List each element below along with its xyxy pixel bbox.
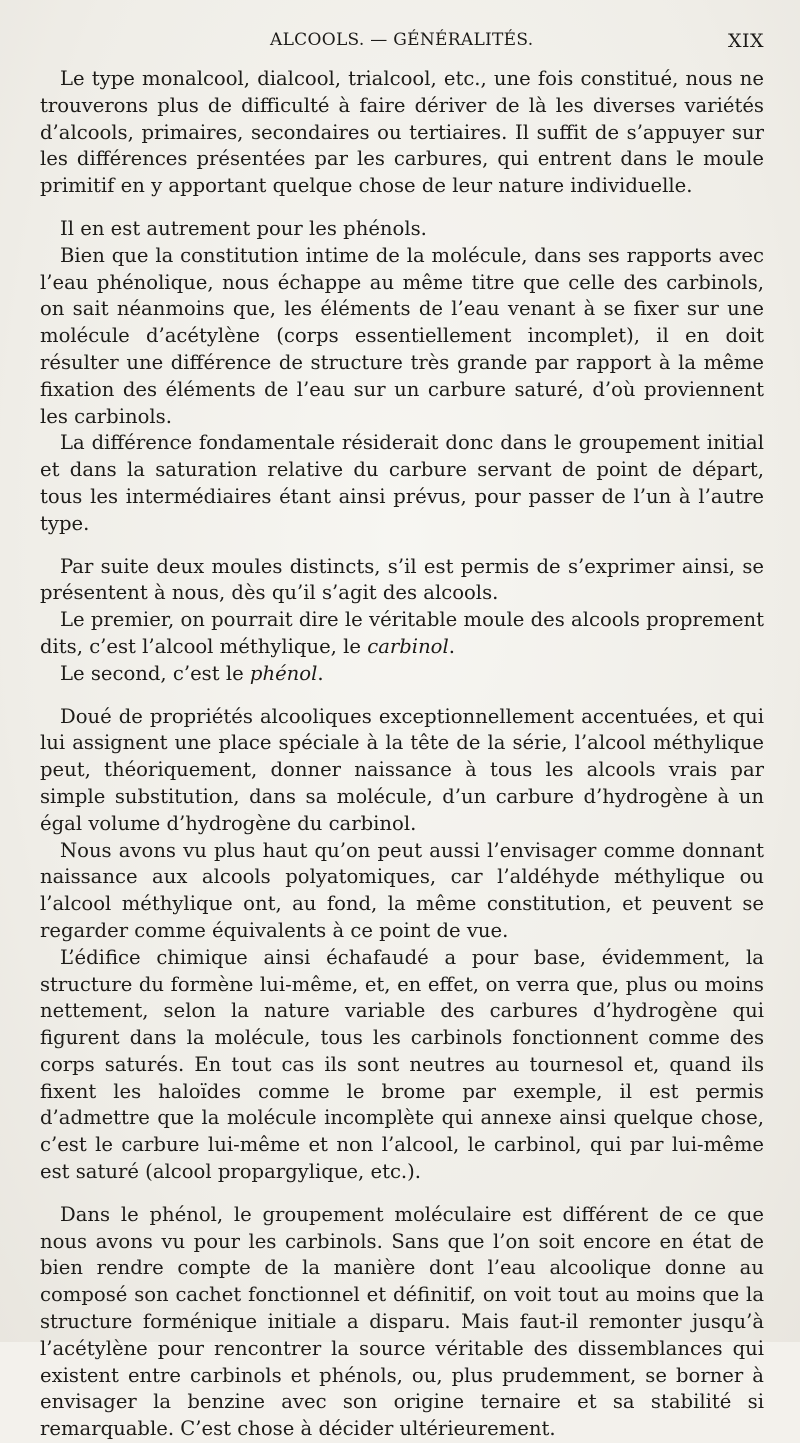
paragraph-phenol-grouping: Dans le phénol, le groupement moléculaire est différent de ce que nous avons vu pour les carbinols. Sans que l’on soit encore en état de bien rendre compte de la manière dont l’eau alcoolique donne au composé son cachet fonctionnel et définitif, on voit tout au moins que la structure forménique initiale a disparu. Mais faut-il remonter jusqu’à l’acétylène pour rencontrer la source véritable des dissemblances qui existent entre carbinols et phénols, ou, plus prudemment, se borner à envisager la benzine avec son origine ternaire et sa stabilité si remarquable. C’est chose à décider ultérieurement. [40, 1202, 764, 1441]
paragraph-fundamental-difference: La différence fondamentale résiderait donc dans le groupement initial et dans la saturation relative du carbure servant de point de départ, tous les intermédiaires étant ainsi prévus, pour passer de l’un à l’autre type. [40, 431, 764, 535]
paragraph-chemical-edifice: L’édifice chimique ainsi échafaudé a pour base, évidemment, la structure du formène lui-même, et, en effet, on verra que, plus ou moins nettement, selon la nature variable des carbures d’hydrogène qui figurent dans la molécule, tous les carbinols fonctionnent comme des corps saturés. En tout cas ils sont neutres au tournesol et, quand ils fixent les haloïdes comme le brome par exemple, il est permis d’admettre que la molécule incomplète qui annexe ainsi quelque chose, c’est le carbure lui-même et non l’alcool, le carbinol, qui par lui-même est saturé (alcool propargylique, etc.). [40, 945, 764, 1184]
paragraph-second-mould-text: Le second, c’est le [60, 661, 250, 685]
page-header [0, 30, 800, 60]
paragraph-first-mould [40, 607, 764, 661]
paragraph-polyatomic-alcohols: Nous avons vu plus haut qu’on peut aussi l’envisager comme donnant naissance aux alcools polyatomiques, car l’aldéhyde méthylique ou l’alcool méthylique ont, au fond, la même constitution, et peuvent se regarder comme équivalents à ce point de vue. [40, 838, 764, 942]
body-text [40, 66, 764, 1443]
paragraph-alcohol-types: Le type monalcool, dialcool, trialcool, etc., une fois constitué, nous ne trouverons plus de difficulté à faire dériver de là les diverses variétés d’alcools, primaires, secondaires ou tertiaires. Il suffit de s’appuyer sur les différences présentées par les carbures, qui entrent dans le moule primitif en y apportant quelque chose de leur nature individuelle. [40, 67, 764, 198]
paragraph-second-mould [40, 661, 764, 688]
running-title: ALCOOLS. — GÉNÉRALITÉS. [270, 30, 534, 50]
paragraph-two-moulds: Par suite deux moules distincts, s’il est permis de s’exprimer ainsi, se présentent à nous, dès qu’il s’agit des alcools. [40, 554, 764, 605]
paragraph-first-mould-end: . [448, 634, 455, 658]
paragraph-phenols-intro: Il en est autrement pour les phénols. [60, 216, 427, 240]
paragraph-methyl-alcohol: Doué de propriétés alcooliques exceptionnellement accentuées, et qui lui assignent une place spéciale à la tête de la série, l’alcool méthylique peut, théoriquement, donner naissance à tous les alcools vrais par simple substitution, dans sa molécule, d’un carbure d’hydrogène à un égal volume d’hydrogène du carbinol. [40, 704, 764, 835]
paragraph-molecule-constitution: Bien que la constitution intime de la molécule, dans ses rapports avec l’eau phénolique, nous échappe au même titre que celle des carbinols, on sait néanmoins que, les éléments de l’eau venant à se fixer sur une molécule d’acétylène (corps essentiellement incomplet), il en doit résulter une différence de structure très grande par rapport à la même fixation des éléments de l’eau sur un carbure saturé, d’où proviennent les carbinols. [40, 243, 764, 428]
carbinol-term: carbinol [367, 634, 449, 658]
page-number: XIX [727, 30, 764, 52]
paragraph-second-mould-end: . [317, 661, 324, 685]
phenol-term: phénol [249, 661, 318, 685]
paragraph-first-mould-text: Le premier, on pourrait dire le véritable moule des alcools proprement dits, c’est l’alcool méthylique, le [40, 608, 764, 658]
